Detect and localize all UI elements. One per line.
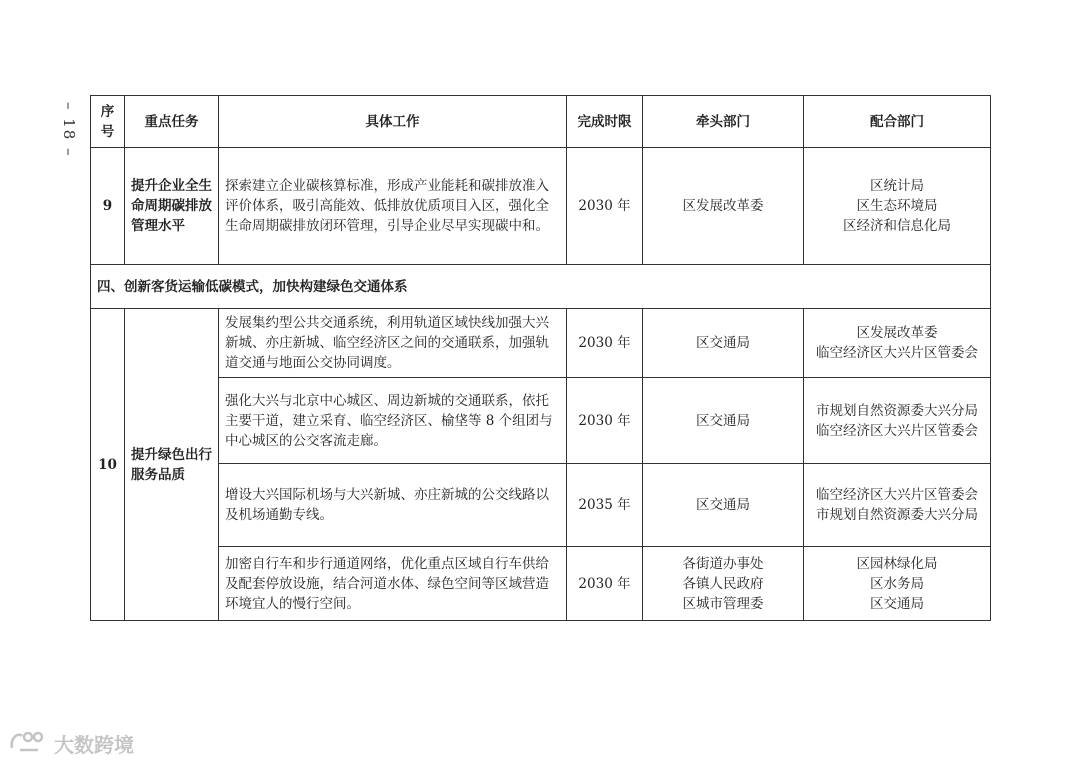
table-row <box>91 378 991 464</box>
watermark-text: 大数跨境 <box>54 733 134 757</box>
lead-dept: 区交通局 <box>696 497 750 513</box>
lead-dept: 各街道办事处 <box>682 555 764 572</box>
row-deadline: 2030 年 <box>567 378 643 464</box>
header-cooperate: 配合部门 <box>804 96 991 148</box>
cooperate-dept: 区水务局 <box>870 575 924 592</box>
table-row <box>91 464 991 547</box>
section-row <box>91 265 991 309</box>
row-work: 强化大兴与北京中心城区、周边新城的交通联系，依托主要干道，建立采育、临空经济区、榆垡等 8 个组团与中心城区的公交客流走廊。 <box>219 378 567 464</box>
row-lead <box>643 378 804 464</box>
table-row <box>91 148 991 265</box>
row-work: 发展集约型公共交通系统，利用轨道区域快线加强大兴新城、亦庄新城、临空经济区之间的交通联系，加强轨道交通与地面公交协同调度。 <box>219 309 567 378</box>
header-seq: 序号 <box>91 96 125 148</box>
task-table <box>90 95 991 621</box>
cooperate-dept: 区统计局 <box>870 178 924 194</box>
row-work: 加密自行车和步行通道网络，优化重点区域自行车供给及配套停放设施，结合河道水体、绿色空间等区域营造环境宜人的慢行空间。 <box>219 547 567 621</box>
header-deadline: 完成时限 <box>567 96 643 148</box>
lead-dept: 区交通局 <box>696 335 750 351</box>
cooperate-dept: 市规划自然资源委大兴分局 <box>816 507 978 523</box>
cooperate-dept: 区经济和信息化局 <box>843 218 951 234</box>
cooperate-dept: 市规划自然资源委大兴分局 <box>816 402 978 419</box>
row-deadline: 2030 年 <box>567 547 643 621</box>
row-deadline: 2030 年 <box>567 309 643 378</box>
row-work: 增设大兴国际机场与大兴新城、亦庄新城的公交线路以及机场通勤专线。 <box>219 464 567 547</box>
row-lead <box>643 464 804 547</box>
watermark <box>8 728 134 759</box>
row-cooperate <box>804 309 991 378</box>
header-work: 具体工作 <box>219 96 567 148</box>
cooperate-dept: 临空经济区大兴片区管委会 <box>816 422 978 439</box>
lead-dept: 区交通局 <box>696 412 750 429</box>
row-deadline: 2035 年 <box>567 464 643 547</box>
row-seq: 9 <box>91 148 125 265</box>
cooperate-dept: 临空经济区大兴片区管委会 <box>816 487 978 503</box>
cooperate-dept: 区交通局 <box>870 595 924 612</box>
row-task: 提升企业全生命周期碳排放管理水平 <box>125 148 219 265</box>
section-heading: 四、创新客货运输低碳模式，加快构建绿色交通体系 <box>91 265 991 309</box>
header-task: 重点任务 <box>125 96 219 148</box>
row-cooperate <box>804 148 991 265</box>
row-seq: 10 <box>91 309 125 621</box>
row-lead <box>643 309 804 378</box>
row-task: 提升绿色出行服务品质 <box>125 309 219 621</box>
row-cooperate <box>804 547 991 621</box>
table-row <box>91 309 991 378</box>
page-number: – 18 – <box>60 102 78 158</box>
header-lead: 牵头部门 <box>643 96 804 148</box>
row-work: 探索建立企业碳核算标准，形成产业能耗和碳排放准入评价体系，吸引高能效、低排放优质项目入区，强化全生命周期碳排放闭环管理，引导企业尽早实现碳中和。 <box>219 148 567 265</box>
table-row <box>91 547 991 621</box>
row-lead: 区发展改革委 <box>643 148 804 265</box>
cooperate-dept: 区生态环境局 <box>856 198 938 214</box>
row-deadline: 2030 年 <box>567 148 643 265</box>
logo-icon <box>8 728 54 759</box>
lead-dept: 区城市管理委 <box>682 595 764 612</box>
row-cooperate <box>804 464 991 547</box>
row-cooperate <box>804 378 991 464</box>
row-lead <box>643 547 804 621</box>
cooperate-dept: 区发展改革委 <box>856 325 938 341</box>
cooperate-dept: 临空经济区大兴片区管委会 <box>816 345 978 361</box>
table-header-row <box>91 96 991 148</box>
lead-dept: 各镇人民政府 <box>682 575 764 592</box>
cooperate-dept: 区园林绿化局 <box>856 555 938 572</box>
